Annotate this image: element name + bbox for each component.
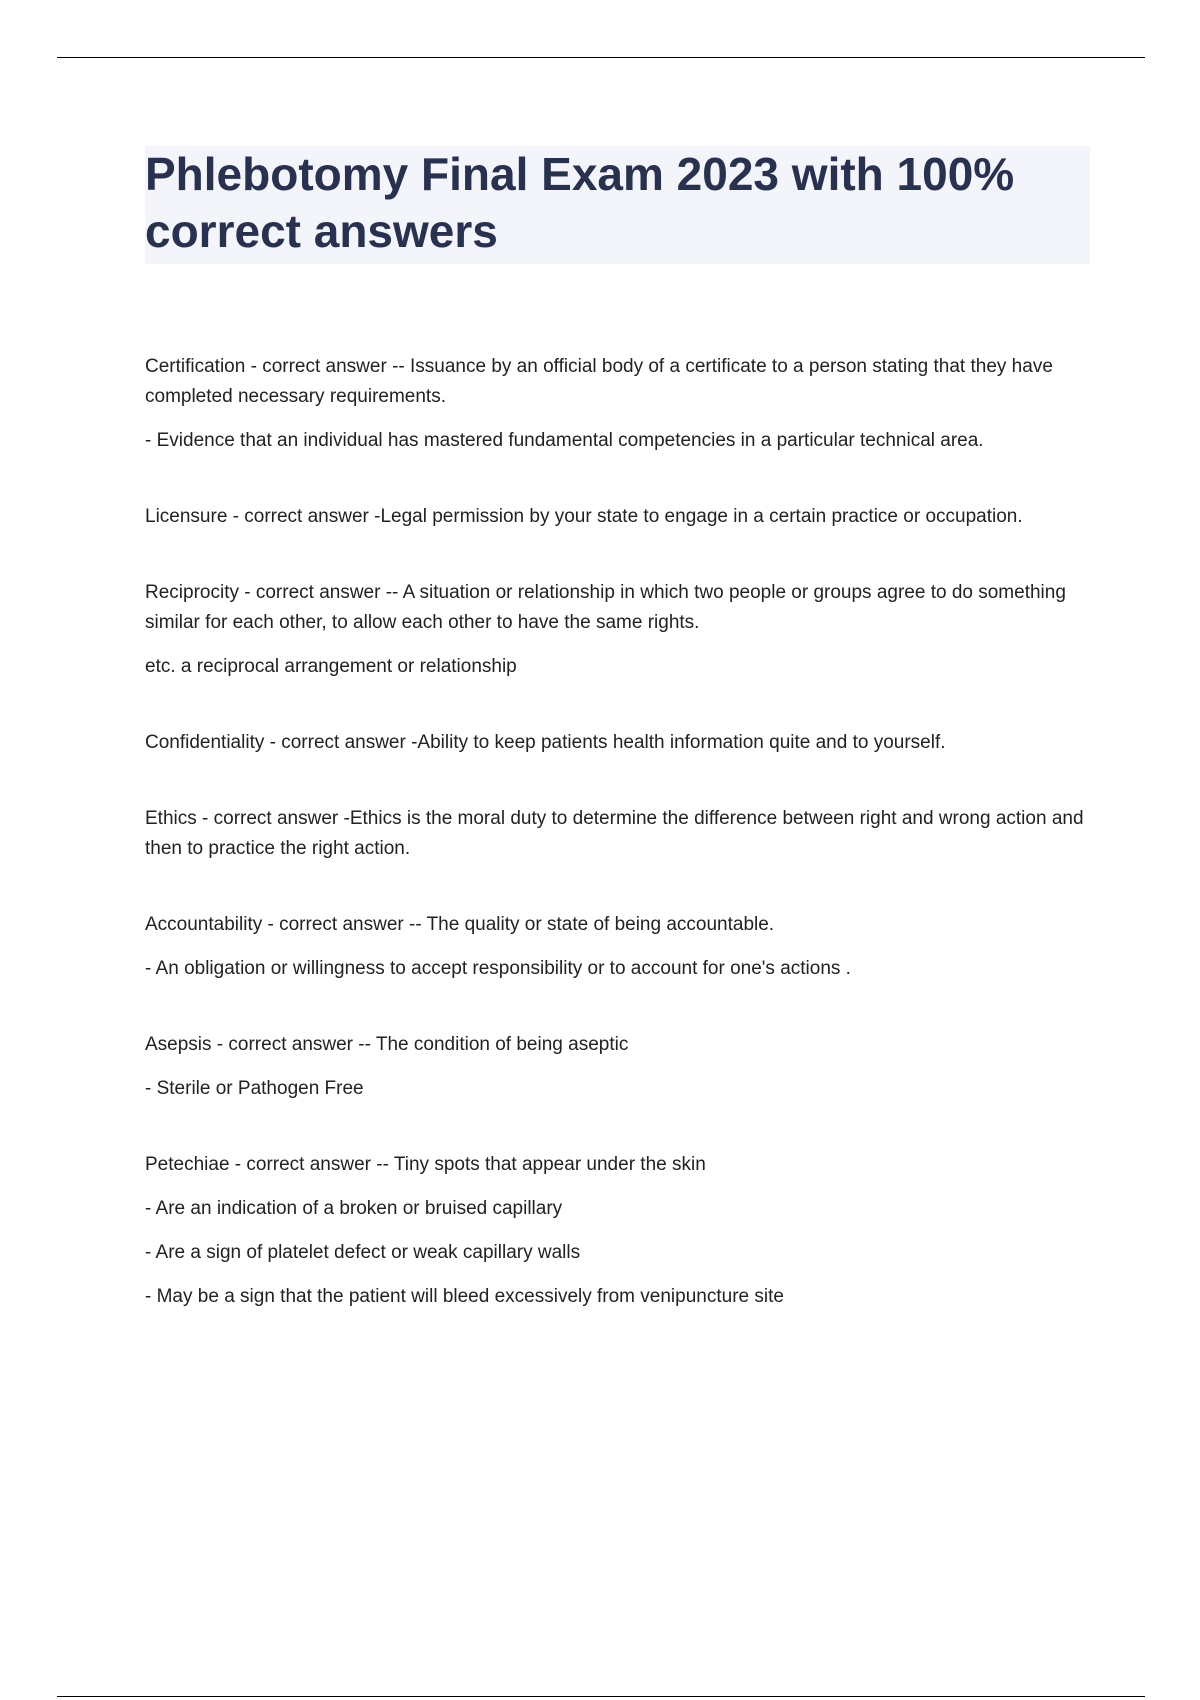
entry-line: Reciprocity - correct answer -- A situation or relationship in which two people or groups agree to do something similar for each other, to allow each other to have the same rights.: [145, 582, 1066, 633]
entry-licensure: [145, 502, 1090, 532]
entry-line: - Evidence that an individual has mastered fundamental competencies in a particular technical area.: [145, 430, 984, 451]
entry-accountability: [145, 910, 1090, 984]
entry-line: - Sterile or Pathogen Free: [145, 1078, 364, 1099]
entry-line: - Are an indication of a broken or bruised capillary: [145, 1198, 563, 1219]
entry-line: Asepsis - correct answer -- The condition of being aseptic: [145, 1034, 629, 1055]
entry-asepsis: [145, 1030, 1090, 1104]
title-block: [145, 146, 1090, 264]
entry-line: Ethics - correct answer -Ethics is the moral duty to determine the difference between right and wrong action and then to practice the right action.: [145, 808, 1084, 859]
document-body: [145, 146, 1090, 1358]
entry-line: - May be a sign that the patient will bleed excessively from venipuncture site: [145, 1286, 784, 1307]
entry-list: [145, 352, 1090, 1312]
entry-line: - An obligation or willingness to accept responsibility or to account for one's actions .: [145, 958, 851, 979]
entry-line: etc. a reciprocal arrangement or relationship: [145, 656, 517, 677]
entry-petechiae: [145, 1150, 1090, 1312]
document-title: Phlebotomy Final Exam 2023 with 100% correct answers: [145, 148, 1015, 257]
entry-line: Certification - correct answer -- Issuance by an official body of a certificate to a person stating that they have completed necessary requirements.: [145, 356, 1053, 407]
entry-reciprocity: [145, 578, 1090, 682]
entry-line: Confidentiality - correct answer -Ability to keep patients health information quite and to yourself.: [145, 732, 946, 753]
footer-rule: [57, 1696, 1145, 1697]
entry-line: Licensure - correct answer -Legal permission by your state to engage in a certain practice or occupation.: [145, 506, 1023, 527]
entry-line: Petechiae - correct answer -- Tiny spots that appear under the skin: [145, 1154, 706, 1175]
header-rule: [57, 57, 1145, 58]
entry-confidentiality: [145, 728, 1090, 758]
entry-line: - Are a sign of platelet defect or weak capillary walls: [145, 1242, 581, 1263]
entry-certification: [145, 352, 1090, 456]
entry-ethics: [145, 804, 1090, 864]
entry-line: Accountability - correct answer -- The quality or state of being accountable.: [145, 914, 775, 935]
